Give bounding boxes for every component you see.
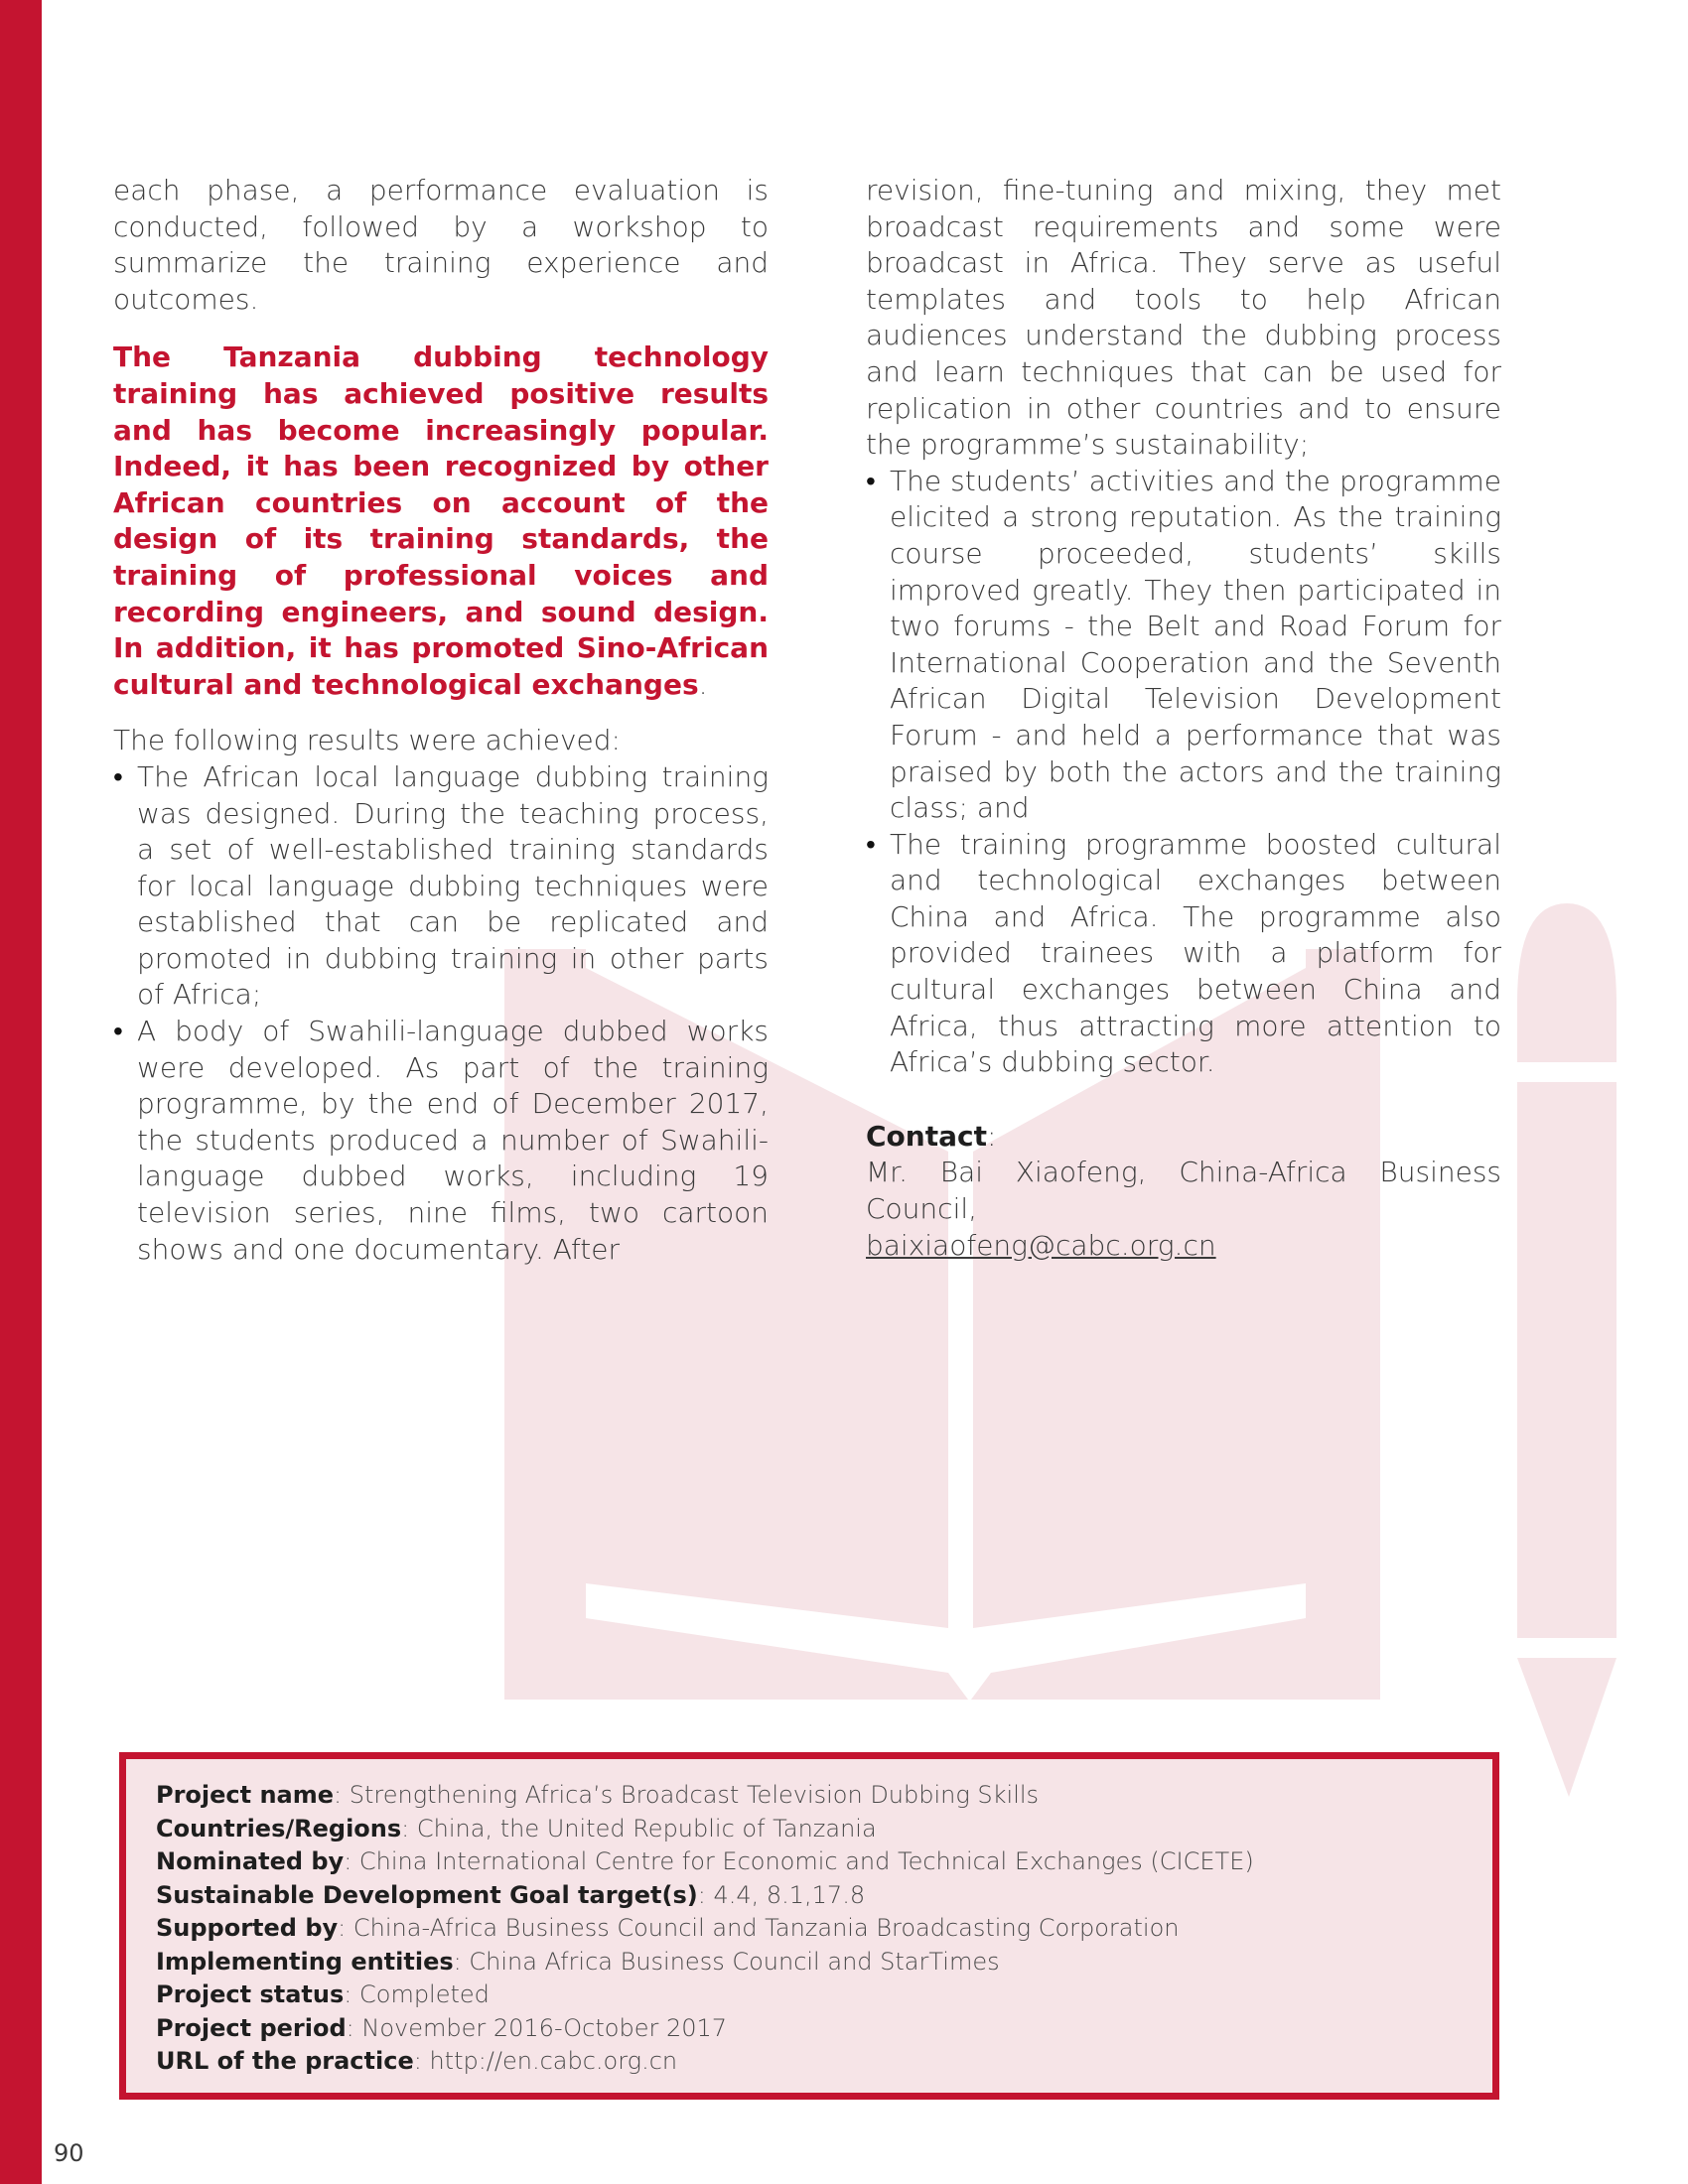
info-row-sdg: Sustainable Development Goal target(s): 4.4, 8.1,17.8	[156, 1880, 866, 1909]
highlight-paragraph	[113, 340, 769, 703]
info-value: China, the United Republic of Tanzania	[416, 1814, 877, 1843]
list-item	[866, 827, 1501, 1081]
pencil-icon	[1517, 903, 1617, 1797]
info-row-url: URL of the practice: http://en.cabc.org.cn	[156, 2047, 678, 2075]
bullet-icon: •	[866, 827, 876, 861]
highlight-text: The Tanzania dubbing technology training has achieved positive results and has become increasingly popular. Indeed, it has been recognized by other African countries on account of the design of its training standards, the training of professional voices and recording engineers, and sound design. In addition, it has promoted Sino-African cultural and technological exchanges	[113, 341, 769, 701]
info-row-nominated-by: Nominated by: China International Centre for Economic and Technical Exchanges (CICETE)	[156, 1847, 1254, 1875]
list-item	[113, 1014, 769, 1268]
contact-label: Contact	[866, 1119, 987, 1153]
info-value: China-Africa Business Council and Tanzania Broadcasting Corporation	[352, 1914, 1180, 1942]
bullet-text: A body of Swahili-language dubbed works were developed. As part of the training programme, by the end of December 2017, the students produced a number of Swahili-language dubbed works, including 19 television series, nine films, two cartoon shows and one documentary. After	[137, 1015, 769, 1266]
info-label: Countries/Regions	[156, 1814, 402, 1843]
info-label: Project period	[156, 2013, 347, 2042]
bullet-text: The African local language dubbing training was designed. During the teaching process, a set of well-established training standards for local language dubbing techniques were established that can be replicated and promoted in dubbing training in other parts of Africa;	[137, 759, 769, 1012]
highlight-period: .	[698, 667, 708, 701]
results-list-right	[866, 464, 1501, 1081]
right-column	[866, 173, 1501, 1264]
info-label: Sustainable Development Goal target(s)	[156, 1880, 698, 1909]
project-info-box	[119, 1752, 1499, 2100]
info-row-countries: Countries/Regions: China, the United Republic of Tanzania	[156, 1814, 877, 1843]
bullet-continuation: revision, fine-tuning and mixing, they met broadcast requirements and some were broadcast in Africa. They serve as useful templates and tools to help African audiences understand the dubbing process and learn techniques that can be used for replication in other countries and to ensure the programme’s sustainability;	[866, 174, 1501, 462]
info-value: Strengthening Africa’s Broadcast Television Dubbing Skills	[349, 1781, 1040, 1809]
info-row-period: Project period: November 2016-October 2017	[156, 2013, 728, 2042]
info-row-project-name: Project name: Strengthening Africa’s Broadcast Television Dubbing Skills	[156, 1781, 1040, 1809]
bullet-icon: •	[113, 759, 123, 793]
info-value: Completed	[359, 1980, 490, 2008]
info-label: Nominated by	[156, 1847, 345, 1875]
contact-email-link[interactable]: baixiaofeng@cabc.org.cn	[866, 1228, 1216, 1262]
contact-block	[866, 1119, 1501, 1264]
info-row-supported-by: Supported by: China-Africa Business Council and Tanzania Broadcasting Corporation	[156, 1914, 1180, 1942]
left-column	[113, 173, 769, 1268]
list-item	[113, 759, 769, 1014]
results-list-left	[113, 759, 769, 1268]
contact-name: Mr. Bai Xiaofeng, China-Africa Business Council,	[866, 1156, 1501, 1226]
info-label: Implementing entities	[156, 1947, 454, 1976]
info-row-status: Project status: Completed	[156, 1980, 490, 2008]
info-row-implementing: Implementing entities: China Africa Business Council and StarTimes	[156, 1947, 1000, 1976]
contact-heading: Contact:	[866, 1119, 997, 1153]
info-value: China Africa Business Council and StarTimes	[469, 1947, 1000, 1976]
results-intro: The following results were achieved:	[113, 724, 621, 757]
info-label: Project status	[156, 1980, 345, 2008]
info-label: Supported by	[156, 1914, 339, 1942]
list-item	[866, 464, 1501, 827]
paragraph-phase-evaluation: each phase, a performance evaluation is conducted, followed by a workshop to summarize the training experience and outcomes.	[113, 174, 769, 316]
info-value: China International Centre for Economic and Technical Exchanges (CICETE)	[358, 1847, 1254, 1875]
info-label: URL of the practice	[156, 2047, 414, 2075]
info-value: 4.4, 8.1,17.8	[713, 1880, 866, 1909]
bullet-icon: •	[113, 1015, 123, 1048]
bullet-text: The students’ activities and the programme elicited a strong reputation. As the training course proceeded, students’ skills improved greatly. They then participated in two forums - the Belt and Road Forum for International Cooperation and the Seventh African Digital Television Development Forum - and held a performance that was praised by both the actors and the training class; and	[890, 464, 1501, 825]
bullet-text: The training programme boosted cultural and technological exchanges between China and Africa. The programme also provided trainees with a platform for cultural exchanges between China and Africa, thus attracting more attention to Africa’s dubbing sector.	[890, 827, 1501, 1079]
bullet-icon: •	[866, 464, 876, 497]
page-number: 90	[54, 2139, 84, 2167]
info-value: November 2016-October 2017	[361, 2013, 728, 2042]
info-value-url[interactable]: http://en.cabc.org.cn	[429, 2047, 678, 2075]
info-label: Project name	[156, 1781, 335, 1809]
